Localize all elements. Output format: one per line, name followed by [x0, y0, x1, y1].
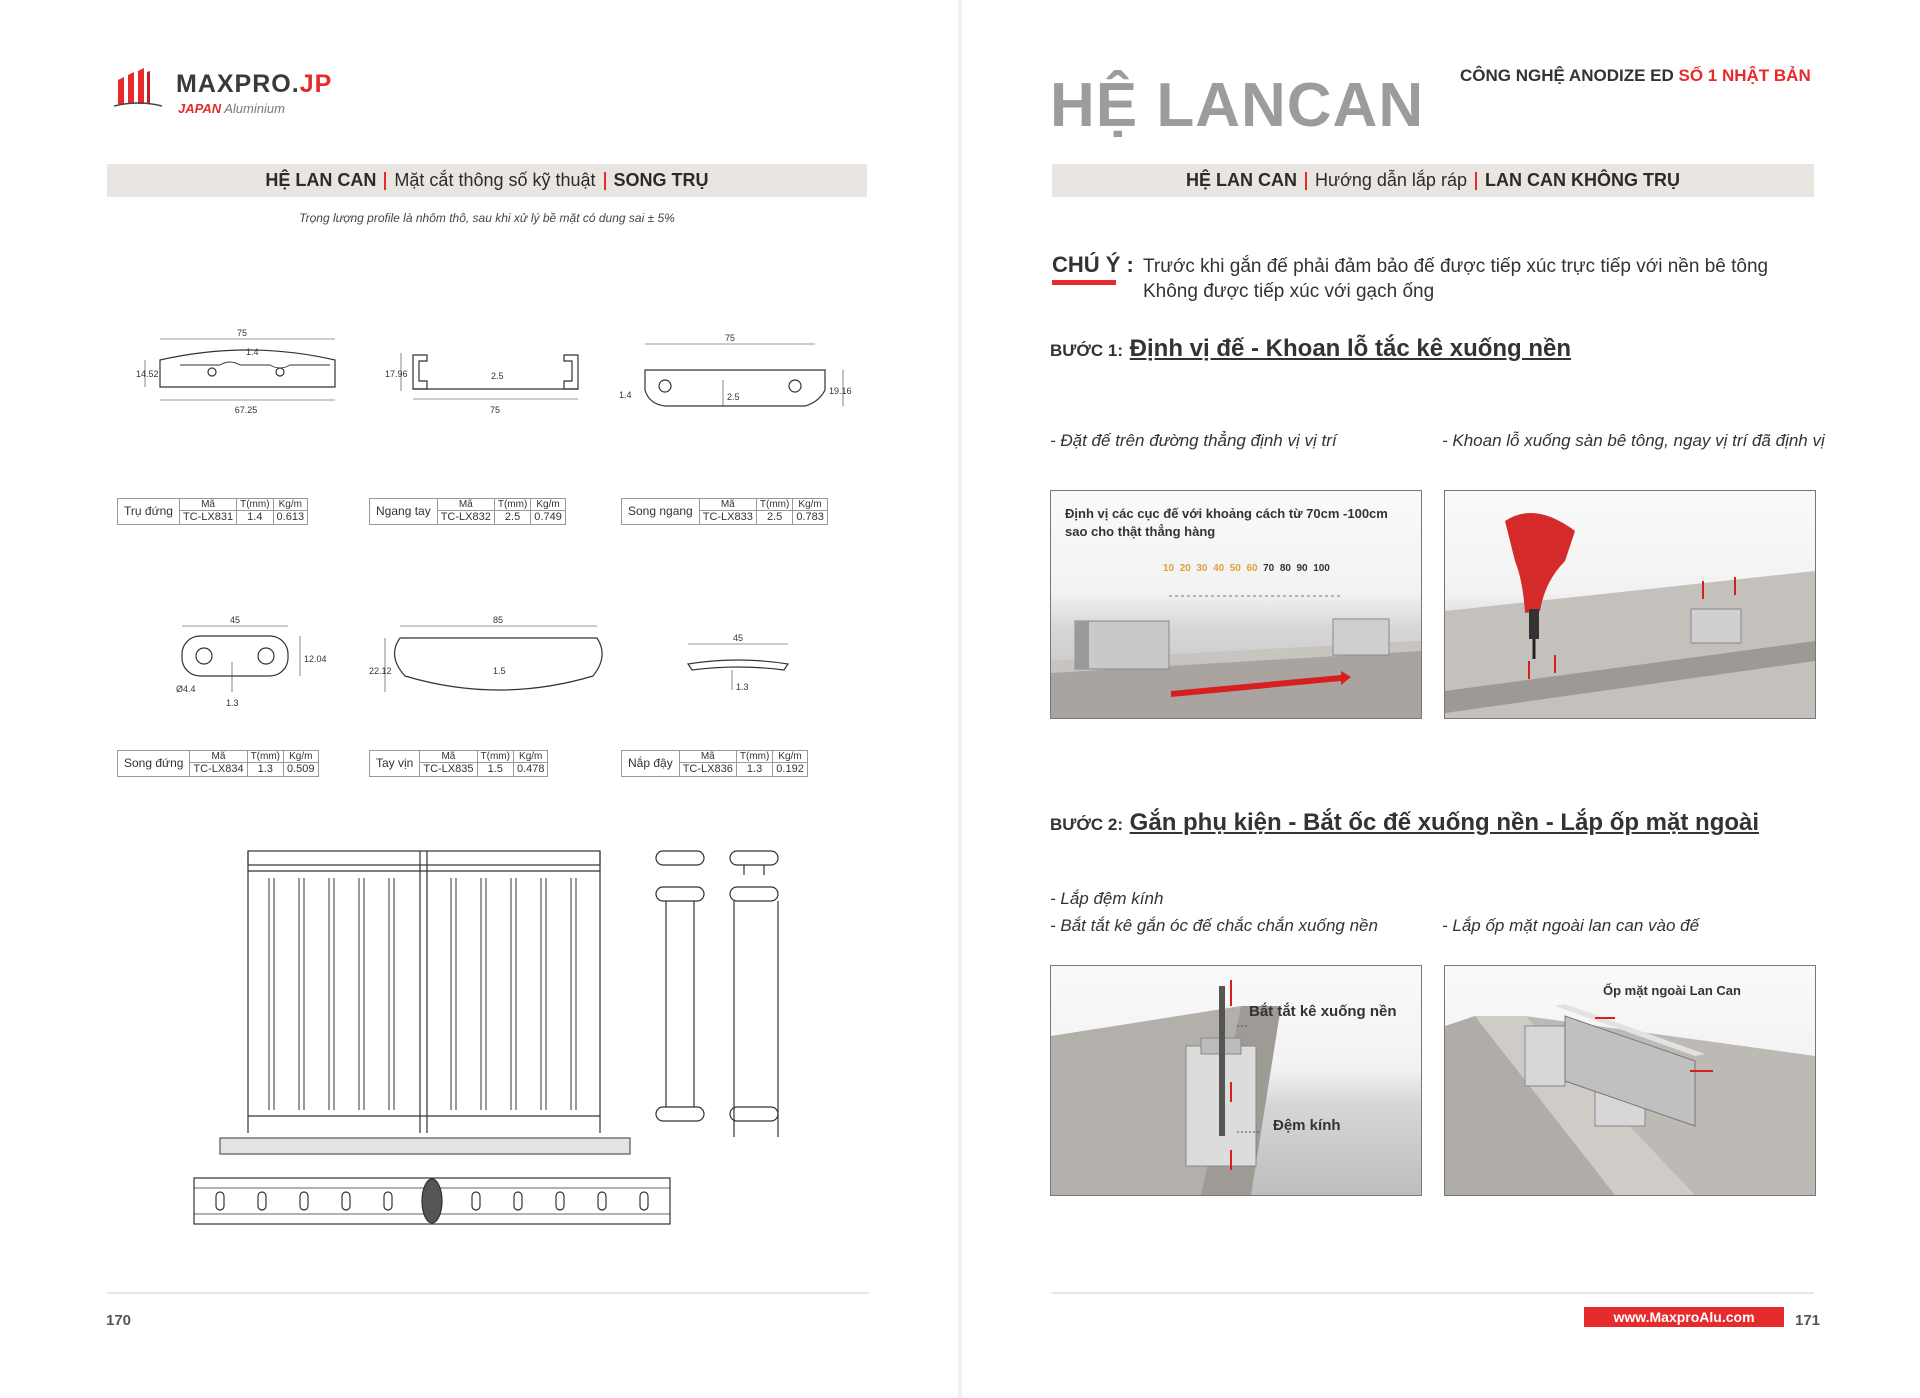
spec-table-tc-lx835: Tay vịn Mã T(mm) Kg/m TC-LX835 1.5 0.478	[369, 750, 548, 777]
svg-text:19.16: 19.16	[829, 386, 852, 396]
maxpro-logo-icon	[114, 66, 158, 106]
photo3-illustration	[1051, 966, 1421, 1195]
step2-caption-right: - Lắp ốp mặt ngoài lan can vào đế	[1442, 916, 1700, 935]
step1-caption-right: - Khoan lỗ xuống sàn bê tông, ngay vị trí đã định vị	[1442, 431, 1825, 450]
step2-caption-left-1: - Lắp đệm kính	[1050, 889, 1164, 908]
right-page	[962, 0, 1920, 1398]
note-underline	[1052, 280, 1116, 285]
svg-text:12.04: 12.04	[304, 654, 327, 664]
step2-caption-left-2: - Bắt tắt kê gắn óc đế chắc chắn xuống nền	[1050, 916, 1378, 935]
footer-divider	[107, 1292, 869, 1294]
note-label: CHÚ Ý :	[1052, 252, 1134, 277]
website-badge[interactable]: www.MaxproAlu.com	[1584, 1307, 1784, 1327]
photo4-label: Ốp mặt ngoài Lan Can	[1603, 983, 1741, 998]
baluster-section-drawing	[648, 845, 788, 1145]
svg-text:1.3: 1.3	[226, 698, 239, 708]
photo-positioning-bases	[1050, 490, 1422, 719]
spec-table-tc-lx836: Nắp đậy Mã T(mm) Kg/m TC-LX836 1.3 0.192	[621, 750, 808, 777]
page-number-right: 171	[1795, 1312, 1821, 1329]
spec-table-tc-lx833: Song ngang Mã T(mm) Kg/m TC-LX833 2.5 0.783	[621, 498, 828, 525]
step1-heading: BƯỚC 1: Định vị đế - Khoan lỗ tắc kê xuống nền	[1050, 335, 1572, 362]
profile-drawing-tc-lx836	[678, 630, 798, 700]
left-page	[0, 0, 958, 1398]
footer-divider-right	[1052, 1292, 1814, 1294]
photo3-label-anchor: Bắt tắt kê xuống nền	[1249, 1003, 1397, 1020]
section-bar-right: HỆ LAN CAN Hướng dẫn lắp ráp LAN CAN KHÔNG TRỤ	[1052, 164, 1814, 197]
svg-text:2.5: 2.5	[727, 392, 740, 402]
profile-drawing-tc-lx831	[130, 325, 350, 425]
photo-drilling-holes	[1444, 490, 1816, 719]
railing-plan-drawing	[192, 1176, 672, 1228]
svg-text:85: 85	[492, 615, 504, 625]
note-text: Trước khi gắn đế phải đảm bảo đế được tiếp xúc trực tiếp với nền bê tông Không được tiếp xúc với gạch ống	[1143, 256, 1769, 302]
railing-elevation-drawing	[215, 848, 635, 1158]
svg-text:22.12: 22.12	[369, 666, 392, 676]
svg-text:14.52: 14.52	[136, 369, 159, 379]
svg-text:67.25: 67.25	[234, 405, 258, 415]
spec-table-tc-lx831: Trụ đứng Mã T(mm) Kg/m TC-LX831 1.4 0.613	[117, 498, 308, 525]
step1-caption-left: - Đặt đế trên đường thẳng định vị vị trí	[1050, 431, 1337, 450]
page-number-left: 170	[106, 1312, 132, 1329]
tagline: CÔNG NGHỆ ANODIZE ED SỐ 1 NHẬT BẢN	[1460, 66, 1811, 85]
brand-subtitle: JAPAN Aluminium	[178, 101, 285, 116]
profile-drawing-tc-lx835	[365, 612, 605, 712]
spec-table-tc-lx832: Ngang tay Mã T(mm) Kg/m TC-LX832 2.5 0.749	[369, 498, 566, 525]
photo-fixing-base	[1050, 965, 1422, 1196]
photo1-caption: Định vị các cục đế với khoảng cách từ 70cm -100cm sao cho thật thẳng hàng	[1065, 506, 1388, 539]
page-title: HỆ LANCAN	[1050, 71, 1425, 140]
profile-drawing-tc-lx834	[170, 612, 330, 712]
svg-text:75: 75	[236, 328, 248, 338]
photo3-label-gasket: Đệm kính	[1273, 1117, 1341, 1134]
svg-text:17.96: 17.96	[385, 369, 408, 379]
ruler-labels: 10 20 30 40 50 60 70 80 90 100	[1163, 563, 1330, 574]
svg-text:45: 45	[732, 633, 744, 643]
section-bar: HỆ LAN CAN Mặt cắt thông số kỹ thuật SONG TRỤ	[107, 164, 867, 197]
brand-name: MAXPRO.JP	[176, 70, 333, 98]
photo-outer-cladding	[1444, 965, 1816, 1196]
svg-text:1.5: 1.5	[493, 666, 506, 676]
svg-text:Ø4.4: Ø4.4	[176, 684, 196, 694]
svg-text:2.5: 2.5	[491, 371, 504, 381]
photo1-illustration	[1051, 491, 1421, 718]
svg-text:45: 45	[229, 615, 241, 625]
profile-drawing-tc-lx832	[373, 345, 593, 425]
svg-text:75: 75	[724, 333, 736, 343]
weight-tolerance-note: Trọng lượng profile là nhôm thô, sau khi xử lý bề mặt có dung sai ± 5%	[299, 211, 675, 225]
photo2-illustration	[1445, 491, 1815, 718]
step2-heading: BƯỚC 2: Gắn phụ kiện - Bắt ốc đế xuống nền - Lắp ốp mặt ngoài	[1050, 809, 1760, 836]
svg-text:1.4: 1.4	[246, 347, 259, 357]
svg-text:1.3: 1.3	[736, 682, 749, 692]
svg-text:75: 75	[489, 405, 501, 415]
svg-text:1.4: 1.4	[619, 390, 632, 400]
spec-table-tc-lx834: Song đứng Mã T(mm) Kg/m TC-LX834 1.3 0.509	[117, 750, 319, 777]
photo4-illustration	[1445, 966, 1815, 1195]
profile-drawing-tc-lx833	[615, 330, 855, 430]
